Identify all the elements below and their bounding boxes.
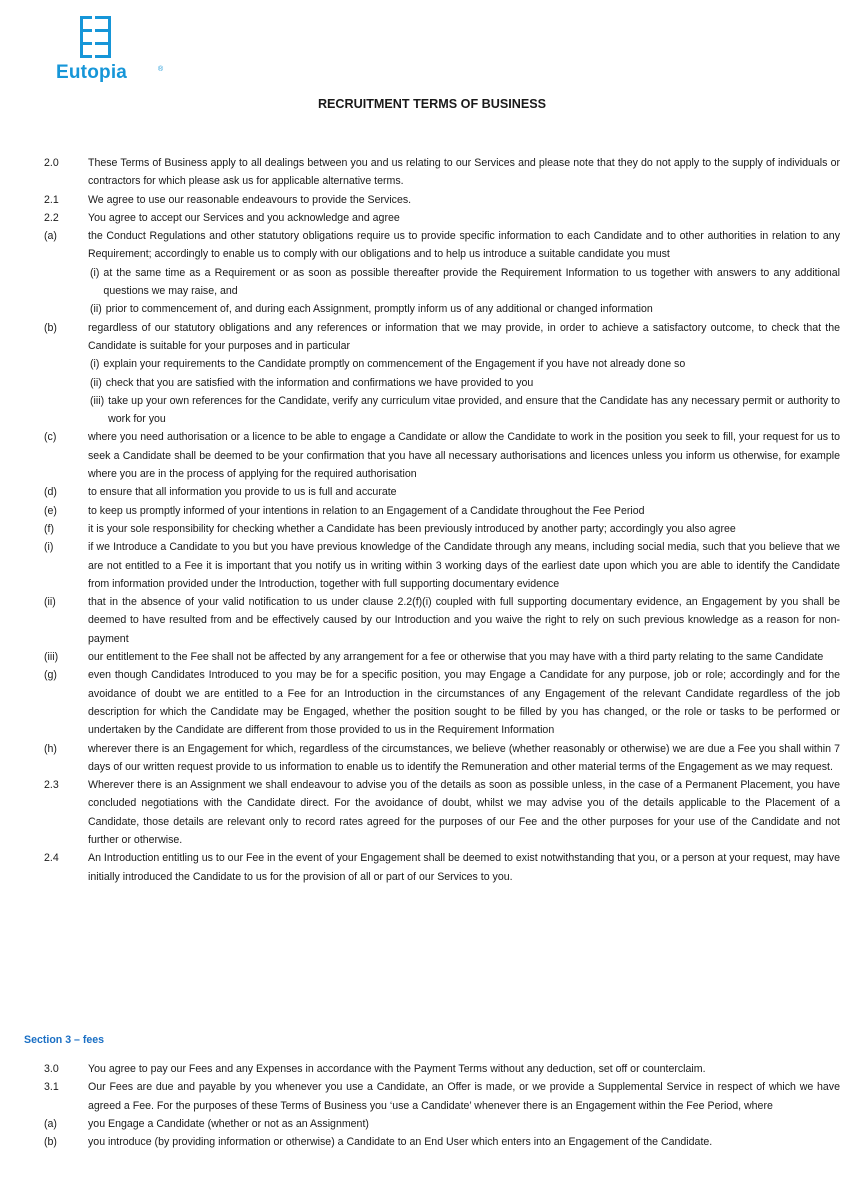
logo-registered-mark: ® (158, 66, 164, 73)
clause (44, 776, 840, 849)
clause-text: you Engage a Candidate (whether or not as an Assignment) (88, 1117, 369, 1130)
clause-number: (ii) (44, 596, 56, 609)
clause (44, 849, 840, 886)
clause-number: 2.2 (44, 211, 59, 224)
clause-text: An Introduction entitling us to our Fee in the event of your Engagement shall be deemed to exist notwithstanding that you, or a person at your request, may have initially introduced the Candidate to us for the provision of all or part of our Services to you. (88, 852, 840, 883)
sub-clause-number: (i) (90, 358, 100, 371)
clause-text: our entitlement to the Fee shall not be affected by any arrangement for a fee or otherwise that you may have with a third party relating to the same Candidate (88, 651, 824, 664)
clause-text: These Terms of Business apply to all dealings between you and us relating to our Services and please note that they do not apply to the supply of individuals or contractors for which please ask us for applicable alternative terms. (88, 157, 840, 188)
clause (44, 538, 840, 593)
clause-text: where you need authorisation or a licence to be able to engage a Candidate or allow the Candidate to work in the position you seek to fill, your request for us to seek a Candidate shall be deemed to be your confirmation that you have all necessary authorisations and licences unless you inform us otherwise, for example where you are in the process of applying for the required authorisation (88, 431, 840, 481)
clause (44, 191, 840, 209)
section-3-heading: Section 3 – fees (24, 1034, 105, 1046)
clause-text: you introduce (by providing information or otherwise) a Candidate to an End User which enters into an Engagement of the Candidate. (88, 1136, 713, 1149)
clause-number: (f) (44, 522, 54, 535)
clause (44, 502, 840, 520)
clause (44, 666, 840, 739)
sub-clause (44, 392, 840, 429)
clause-text: to keep us promptly informed of your intentions in relation to an Engagement of a Candidate throughout the Fee Period (88, 504, 645, 517)
sub-clause-text: check that you are satisfied with the information and confirmations we have provided to you (105, 376, 534, 389)
sub-clause (44, 374, 840, 392)
clause-number: 3.1 (44, 1081, 59, 1094)
clause-number: (b) (44, 1136, 57, 1149)
sub-clause-text: explain your requirements to the Candidate promptly on commencement of the Engagement if you have not already done so (103, 358, 686, 371)
clause-text: that in the absence of your valid notification to us under clause 2.2(f)(i) coupled with full supporting documentary evidence, an Engagement by you shall be deemed to have resulted from and be effectively caused by our Introduction and you waive the right to rely on such previous knowledge as a reason for non-payment (88, 596, 840, 645)
clause (44, 740, 840, 777)
clause-number: (d) (44, 486, 57, 499)
clause-text: regardless of our statutory obligations and any references or information that we may provide, in order to achieve a satisfactory outcome, to check that the Candidate is suitable for your purposes and in particular (88, 321, 840, 352)
clause-text: the Conduct Regulations and other statutory obligations require us to provide specific information to each Candidate and to other authorities in relation to any Requirement; accordingly to enable us to comply with our obligations and to help us introduce a suitable candidate you must (88, 230, 840, 261)
clause-number: (g) (44, 669, 57, 682)
clause-text: Wherever there is an Assignment we shall endeavour to advise you of the details as soon as possible unless, in the case of a Permanent Placement, you have concluded negotiations with the Candidate direct. For the avoidance of doubt, whilst we may advise you of the details applicable to the Placement of a Candidate, those details are relevant only to record rates agreed for the purposes of our Fee and the other purposes for your use of the Candidate and not further or otherwise. (88, 779, 840, 846)
clause (44, 209, 840, 227)
clause-number: (b) (44, 321, 57, 334)
logo-wordmark: Eutopia (56, 62, 128, 83)
clause (44, 593, 840, 648)
clause-text: wherever there is an Engagement for which, regardless of the circumstances, we believe (whether reasonably or otherwise) we are due a Fee you shall within 7 days of our written request provide to us information to enable us to identify the Remuneration and other material terms of the Engagement as we may request. (88, 742, 840, 773)
clause (44, 648, 840, 666)
sub-clause-text: prior to commencement of, and during each Assignment, promptly inform us of any additional or changed information (105, 303, 653, 316)
document-title: RECRUITMENT TERMS OF BUSINESS (317, 97, 547, 111)
clause-number: (c) (44, 431, 57, 444)
sub-clause-text: take up your own references for the Candidate, verify any curriculum vitae provided, and ensure that the Candidate has any necessary permit or authority to work for you (108, 394, 840, 426)
clause-number: (i) (44, 541, 54, 554)
sub-clause (44, 300, 840, 318)
clause-text: You agree to pay our Fees and any Expenses in accordance with the Payment Terms without any deduction, set off or counterclaim. (88, 1063, 706, 1075)
sub-clause-text: at the same time as a Requirement or as soon as possible thereafter provide the Requirement Information to us together with answers to any additional questions we may raise, and (103, 266, 840, 298)
clause-text: if we Introduce a Candidate to you but you have previous knowledge of the Candidate through any means, including social media, such that you believe that we are not entitled to a Fee it is important that you notify us in writing within 3 working days of the earliest date upon which you are able to identify the Candidate from information provided under the Introduction, together with full supporting documentary evidence (88, 541, 840, 590)
clause-number: 2.4 (44, 852, 59, 865)
sub-clause-number: (iii) (90, 394, 105, 407)
clause-number: (h) (44, 742, 57, 755)
clause-number: 2.3 (44, 779, 59, 792)
clause-number: (a) (44, 230, 57, 243)
clause-text: it is your sole responsibility for checking whether a Candidate has been previously introduced by another party; accordingly you also agree (88, 522, 736, 535)
clauses-section-2 (44, 154, 840, 886)
clause (44, 227, 840, 264)
clause (44, 520, 840, 538)
sub-clause-number: (i) (90, 266, 100, 279)
clause-number: 3.0 (44, 1063, 59, 1075)
clause (44, 1115, 840, 1133)
clause-number: 2.0 (44, 157, 59, 169)
sub-clause (44, 355, 840, 373)
clause (44, 319, 840, 356)
clause (44, 428, 840, 483)
clause-text: You agree to accept our Services and you acknowledge and agree (88, 211, 400, 224)
clause-text: Our Fees are due and payable by you whenever you use a Candidate, an Offer is made, or we provide a Supplemental Service in respect of which we have agreed a Fee. For the purposes of these Terms of Business you ‘use a Candidate’ whenever there is an Engagement within the Fee Period, where (88, 1081, 840, 1112)
clause-text: even though Candidates Introduced to you may be for a specific position, you may Engage a Candidate for any purpose, job or role; accordingly and for the avoidance of doubt we are entitled to a Fee for an Introduction in the circumstances of any Engagement of the relevant Candidate regardless of the job description for which the Candidate may be Engaged, whether the position sought to be filled by you has changed, or the role or tasks to be performed or undertaken by the Candidate are different from those provided to us in the Requirement Information (88, 669, 840, 737)
clause (44, 1060, 840, 1078)
clause-number: 2.1 (44, 193, 59, 206)
clauses-section-3 (44, 1060, 840, 1151)
clause-number: (iii) (44, 651, 59, 664)
sub-clause-number: (ii) (90, 376, 102, 389)
clause-text: We agree to use our reasonable endeavours to provide the Services. (88, 193, 412, 206)
sub-clause (44, 264, 840, 301)
clause-text: to ensure that all information you provide to us is full and accurate (88, 486, 397, 499)
sub-clause-number: (ii) (90, 303, 102, 316)
clause (44, 483, 840, 501)
clause-number: (a) (44, 1117, 57, 1130)
clause-number: (e) (44, 504, 57, 517)
clause (44, 1133, 840, 1151)
clause (44, 154, 840, 191)
clause (44, 1078, 840, 1115)
